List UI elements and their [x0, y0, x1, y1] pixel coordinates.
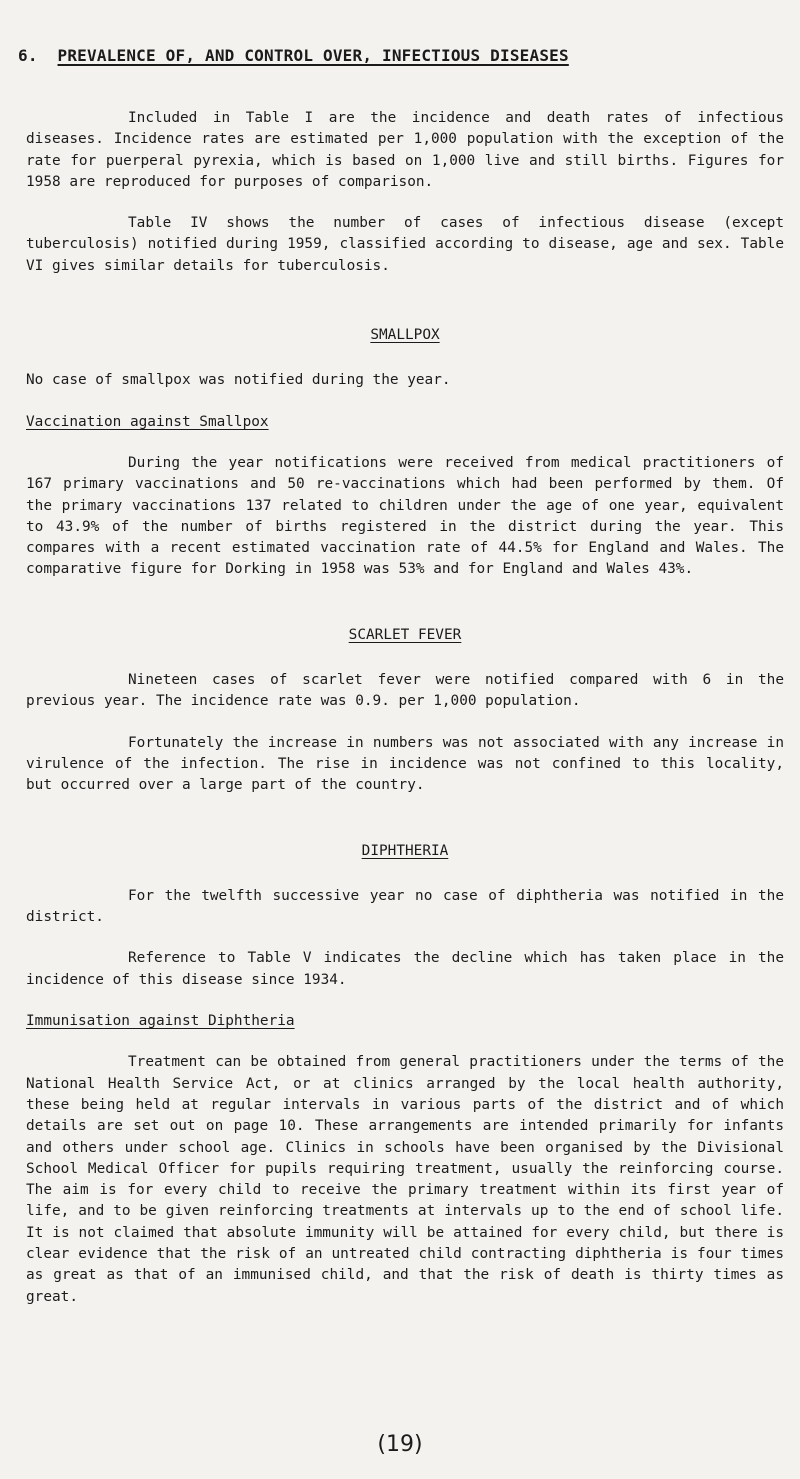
- intro-paragraph-1: Included in Table I are the incidence and death rates of infectious diseases. Incidence rates are estimated per 1,000 population with the exception of the rate for puerperal pyrexia, which is based on 1,000 live and still births. Figures for 1958 are reproduced for purposes of comparison.: [26, 110, 784, 190]
- scarlet-fever-paragraph-1: Nineteen cases of scarlet fever were notified compared with 6 in the previous year. The incidence rate was 0.9. per 1,000 population.: [26, 672, 784, 710]
- vaccination-subheading: Vaccination against Smallpox: [26, 413, 269, 430]
- diphtheria-paragraph-1: For the twelfth successive year no case of diphtheria was notified in the district.: [26, 887, 784, 926]
- smallpox-heading: SMALLPOX: [370, 327, 440, 344]
- section-number: 6.: [18, 46, 38, 65]
- scarlet-fever-paragraph-2: Fortunately the increase in numbers was not associated with any increase in virulence of the infection. The rise in incidence was not confined to this locality, but occurred over a large part of the country.: [26, 734, 784, 794]
- vaccination-paragraph: During the year notifications were received from medical practitioners of 167 primary vaccinations and 50 re-vaccinations which had been performed by them. Of the primary vaccinations 137 related to children under the age of one year, equivalent to 43.9% of the number of births registered in the district during the year. This compares with a recent estimated vaccination rate of 44.5% for England and Wales. The comparative figure for Dorking in 1958 was 53% and for England and Wales 43%.: [26, 454, 784, 578]
- scarlet-fever-heading: SCARLET FEVER: [348, 626, 462, 643]
- immunisation-paragraph: Treatment can be obtained from general practitioners under the terms of the National Health Service Act, or at clinics arranged by the local health authority, these being held at regular intervals in various parts of the district and of which details are set out on page 10. These arrangements are intended primarily for infants and others under school age. Clinics in schools have been organised by the Divisional School Medical Officer for pupils requiring treatment, usually the reinforcing course. The aim is for every child to receive the primary treatment within its first year of life, and to be given reinforcing treatments at intervals up to the end of school life. It is not claimed that absolute immunity will be attained for every child, but there is clear evidence that the risk of an untreated child contracting diphtheria is four times as great as that of an immunised child, and that the risk of death is thirty times as great.: [26, 1054, 784, 1305]
- smallpox-paragraph: No case of smallpox was notified during the year.: [26, 372, 451, 389]
- page-number: (19): [377, 1432, 423, 1457]
- page-header: [18, 46, 569, 65]
- diphtheria-heading: DIPHTHERIA: [361, 842, 449, 859]
- immunisation-subheading: Immunisation against Diphtheria: [26, 1013, 295, 1030]
- section-title: PREVALENCE OF, AND CONTROL OVER, INFECTIOUS DISEASES: [57, 46, 569, 65]
- intro-paragraph-2: Table IV shows the number of cases of infectious disease (except tuberculosis) notified during 1959, classified according to disease, age and sex. Table VI gives similar details for tuberculosis.: [26, 215, 784, 274]
- document-body: [26, 108, 784, 1308]
- diphtheria-paragraph-2: Reference to Table V indicates the decline which has taken place in the incidence of this disease since 1934.: [26, 950, 784, 988]
